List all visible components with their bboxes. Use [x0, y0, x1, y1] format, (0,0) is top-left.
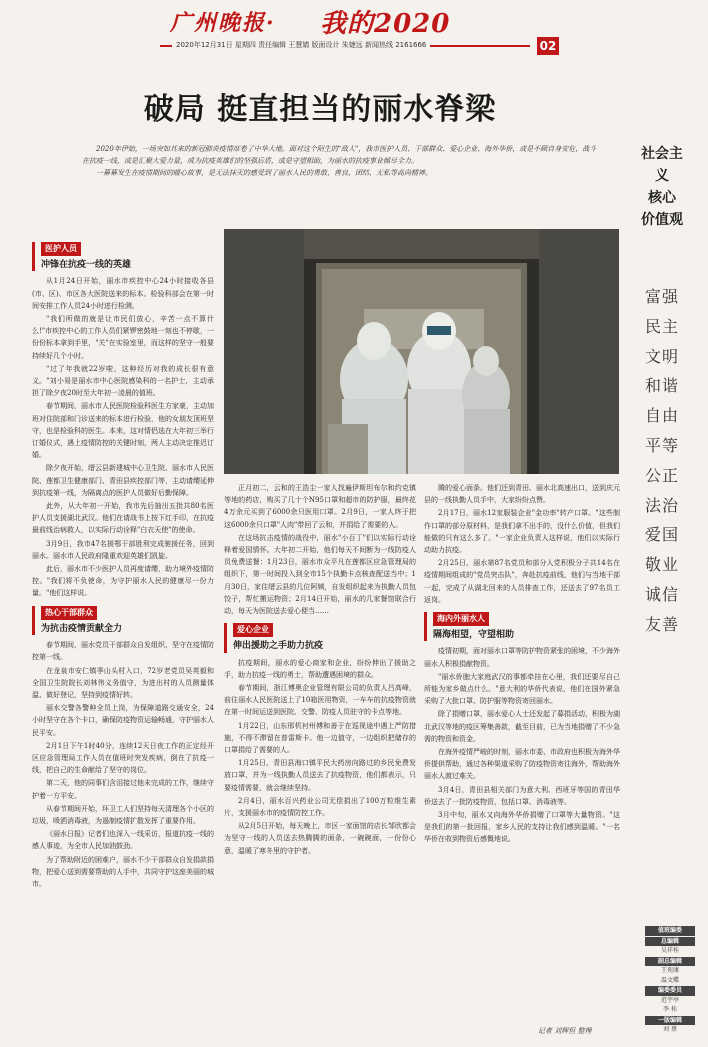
- main-title: 破局 挺直担当的丽水脊梁: [143, 92, 497, 127]
- core-value: 法治: [644, 495, 679, 515]
- article-paragraph: 为了帮助附近的困难户，丽水不少干部群众自发捐款捐物，把爱心送到需要帮助的人手中，共同守护这座美丽的城市。: [32, 855, 214, 888]
- credit-name: 温文蝶: [660, 976, 679, 984]
- page-number: 02: [537, 37, 559, 55]
- article-paragraph: 春节期间，丽水党员干部群众自发组织，坚守在疫情防控第一线。: [32, 641, 214, 662]
- core-value: 公正: [644, 465, 679, 485]
- article-paragraph: 在这场抗击疫情的战役中，丽水"小百丁"们以实际行动诠释着爱国情怀。大年初二开始，他们每天不间断为一线防疫人员免费送餐：1月23日，丽水市众平凡在莲都区应急管理局的组织下，第一时间投入到全市15个执勤卡点核查配送当中；1月30日，家住缙云县的几位阿姨，自发组织起来为执勤人员包饺子，帮忙搬运物资；2月14日开始，丽水的几家餐馆联合行动，每天为医院送去爱心便当……: [224, 533, 416, 616]
- article-paragraph: 正月初二，云和的王浩尘一家人找遍伊斯坦布尔和约克镇等地的药店，购买了几十个N95口罩和超市的防护服，最终花4万余元买到了6000余只医用口罩。2月9日，一家人终于把这6000余只口罩"人肉"带回了云和，并捐给了需要的人。: [224, 484, 416, 529]
- article-paragraph: 腾的爱心面条。他们还到青田、丽水北高速出口，送到庆元县的一线执勤人员手中，大家纷纷点赞。: [424, 484, 620, 505]
- core-value: 和谐: [644, 376, 679, 396]
- article-paragraph: 3月9日，我市47名援鄂干部胜利完成驰援任务，回到丽水。丽水市人民政府隆重欢迎英雄们凯旋。: [32, 539, 214, 560]
- credit-title: 值班编委: [645, 926, 695, 936]
- core-value: 诚信: [644, 584, 679, 604]
- column-2: [224, 482, 416, 858]
- column-1: [32, 236, 214, 891]
- article-paragraph: 从2月5日开始，每天晚上，市区一家面馆的店长邹欣都会为坚守一线的人员送去热腾腾的面条，一碗碗面，一份份心意，温暖了寒冬里的守护者。: [224, 822, 416, 855]
- article-paragraph: 1月22日，山东邢机衬州傅和善于在巡视途中遇上严防措施，不得不滞留在普雷斯卡。他一边值守，一边组织把储存的口罩捐给了需要的人。: [224, 721, 416, 755]
- credit-title: 编委委员: [645, 986, 695, 996]
- article-paragraph: 《丽水日报》记者们也深入一线采访，报道抗疫一线的感人事迹，为全市人民加油鼓劲。: [32, 830, 214, 851]
- masthead: [170, 4, 530, 38]
- core-value: 爱国: [644, 525, 679, 545]
- article-paragraph: 春节期间，丽水市人民医院检验科医生方家豪，主动加班对住院部和门诊送来的标本进行检验，他的女朋友顶班坚守，也是检验科的医生。本来，这对情侣选在大年初三举行订婚仪式，遇上疫情防控的关键时刻，两人主动决定推迟订婚。: [32, 402, 214, 460]
- section-header: [32, 242, 214, 271]
- main-photo: [224, 229, 619, 474]
- article-paragraph: 此后，丽水市不少医护人员再度请缨，助力境外疫情防控。"我们将不负使命，为守护丽水人民的健康尽一份力量。"他们这样说。: [32, 565, 214, 598]
- article-paragraph: 2月4日，丽水百兴药业公司无偿捐出了100万粒维生素片，支援丽水市的疫情防控工作。: [224, 796, 416, 818]
- credit-title: 一版编辑: [645, 1016, 695, 1026]
- article-paragraph: 春节期间，浙江博奥企业管理有限公司的负责人吕高峰，前往丽水人民医院送上了10箱医用物资，一车车的抗疫物资就在第一时间运送到医院、交警、防疫人员驻守的卡点等地。: [224, 684, 416, 717]
- article-paragraph: 第二天，他的同事们含泪接过他未完成的工作，继续守护着一方平安。: [32, 779, 214, 800]
- core-value: 民主: [644, 316, 679, 336]
- article-paragraph: 除了捐赠口罩，丽水爱心人士还发起了募捐活动，积极为湖北武汉等地的疫区筹集善款，截至目前，已为当地捐赠了不少急需的物资和资金。: [424, 710, 620, 743]
- credit-title: 副总编辑: [645, 957, 695, 967]
- core-value: 富强: [644, 287, 679, 306]
- sidebar-heading-line: 价值观: [641, 212, 683, 228]
- core-value: 平等: [644, 435, 679, 455]
- column-3: [424, 482, 620, 847]
- article-paragraph: 2月17日，丽水12家服装企业"金功率"转产口罩。"这些制作口罩的部分原材料，是我们拿不出手的，没什么价值，但我们能做的只有这么多了。"一家企业负责人这样说，他们以实际行动助力抗疫。: [424, 509, 620, 555]
- credit-name: 王苑康: [660, 967, 679, 974]
- core-value: 敬业: [644, 555, 679, 575]
- article-paragraph: 从1月24日开始，丽水市疾控中心24小时接收各县(市、区)、市区各大医院送来的标本。检验科部会在第一时间安排工作人员24小时进行检测。: [32, 277, 214, 310]
- article-paragraph: 此外，从大年初一开始，我市先后抽出五批共80名医护人员支援湖北武汉。他们在请战书上按下红手印，在抗疫最前线治病救人，以实际行动诠释"白衣天使"的使命。: [32, 502, 214, 535]
- article-paragraph: 2月25日，丽水第87名党员和部分人党积极分子共14名在疫情期间组成的"党员突击队"，奔赴抗疫前线，他们与当地干部一起，完成了从湖北回来的人员排查工作，还送去了97名员工返岗。: [424, 559, 620, 604]
- credit-title: 总编辑: [645, 937, 695, 947]
- section-label: 医护人员: [41, 242, 81, 256]
- intro: [82, 143, 602, 179]
- section-header: [224, 623, 416, 652]
- credit-name: 刘 蔡: [663, 1026, 677, 1033]
- masthead-left: 广州晚报·: [170, 10, 276, 36]
- intro-paragraph: 一幕幕发生在疫情期间的暖心故事，是无法抹灭的感受到了丽水人民的勇敢、善良、团结、无私等高尚精神。: [96, 169, 432, 177]
- article-paragraph: 从春节期间开始，环卫工人们坚持每天清理各个小区的垃圾，喷洒消毒液，为遏制疫情扩散发挥了重要作用。: [32, 804, 214, 825]
- section-subtitle: 伸出援助之手助力抗疫: [233, 641, 324, 652]
- core-value: 友善: [644, 614, 679, 634]
- article-paragraph: 除夕夜开始，缙云县新建城中心卫生院、丽水市人民医院、莲都卫生健康部门、青田县疾控部门等，主动请缨延伸到抗疫第一线，为隔离点的医护人员做好后勤保障。: [32, 464, 214, 497]
- core-values-list: [640, 282, 684, 640]
- photo-illustration: [224, 229, 619, 474]
- credit-name: 李 桂: [663, 1006, 677, 1013]
- article-paragraph: "过了年我就22岁啦，这种经历对我的成长很有意义。"刘小易是丽水市中心医院感染科的一名护士，主动承担了除夕夜20时至大年初一凌晨的值班。: [32, 364, 214, 398]
- section-subtitle: 为抗击疫情贡献全力: [41, 623, 123, 634]
- byline: 记者 刘辉恒 整理: [538, 1027, 592, 1035]
- core-value: 文明: [644, 346, 679, 366]
- editor-credits: [645, 925, 695, 1035]
- article-paragraph: "丽水侨胞大家庭武汉的事都牵挂在心里，我们还要尽自己所能为家乡做点什么。"意大利的华侨代表说，他们在国外紧急采购了大批口罩、防护服等物资寄回丽水。: [424, 672, 620, 706]
- core-value: 自由: [644, 406, 679, 426]
- section-header: [32, 606, 214, 635]
- article-paragraph: 3月中旬，丽水又向海外华侨捐赠了口罩等大量物资。"这是我们的第一批回报，家乡人民的支持让我们感到温暖。"一名华侨在收到物资后感慨地说。: [424, 811, 620, 844]
- section-header: [424, 612, 620, 641]
- article-paragraph: 1月25日，青田县海口镇平民大药房向路过的乡民免费发放口罩，并为一线执勤人员送去了抗疫物资，他们都表示，只要疫情需要，就会继续坚持。: [224, 759, 416, 792]
- section-subtitle: 隔海相望，守望相助: [433, 630, 515, 641]
- article-paragraph: "我们所做的就是让市民们放心，辛苦一点不算什么!"市疾控中心的工作人员们紧锣密鼓地一刻也不停歇，一份份标本拿到手里，"关"在实验室里，而这样的坚守一般要持续好几个小时。: [32, 315, 214, 360]
- article-paragraph: 丽水交警各警种全员上岗，为保障道路交通安全，24小时坚守在各个卡口，确保防疫物资运输畅通，守护丽水人民平安。: [32, 704, 214, 737]
- section-label: 爱心企业: [233, 623, 273, 637]
- article-paragraph: 抗疫期间，丽水的爱心商家和企业，纷纷伸出了援助之手，助力抗疫一线的勇士，帮助遭遇困境的群众。: [224, 658, 416, 679]
- article-paragraph: 3月4日，青田县相关部门为意大利、西班牙等国的青田华侨送去了一批防疫物资，包括口罩、消毒液等。: [424, 785, 620, 806]
- article-paragraph: 在海外疫情严峻的时刻，丽水市委、市政府也积极为海外华侨提供帮助，通过各种渠道采购了防疫物资寄往海外，帮助海外丽水人渡过难关。: [424, 748, 620, 781]
- credit-name: 吴祥桂: [660, 947, 679, 954]
- article-paragraph: 2月1日下午1时40分，连续12天日夜工作的正定经开区应急管理局工作人员在值班时突发疾病，倒在了抗疫一线，把自己的生命献给了坚守的岗位。: [32, 741, 214, 775]
- article-paragraph: 在龙泉市安仁镇季山头村入口，72岁老党员吴英毅和全国卫生院院长刘林伟义务值守，为进出村的人员测量体温、做好登记，坚持到疫情好转。: [32, 666, 214, 699]
- masthead-right: 我的2020: [320, 9, 451, 39]
- article-paragraph: 疫情初期，面对丽水口罩等防护物资紧张的困境，不少海外丽水人积极捐献物资。: [424, 647, 620, 668]
- sidebar-heading-line: 社会主义: [641, 146, 683, 184]
- section-label: 热心干部群众: [41, 606, 97, 620]
- header-info: 2020年12月31日 星期四 责任编辑 王慧婧 版面设计 朱婕远 新闻热线 2161666: [172, 40, 430, 50]
- sidebar-heading: [640, 143, 684, 231]
- section-subtitle: 冲锋在抗疫一线的英雄: [41, 260, 132, 271]
- sidebar-heading-line: 核心: [648, 190, 676, 206]
- credit-name: 范宇亭: [660, 996, 679, 1004]
- intro-paragraph: 2020年伊始，一场突如其来的新冠肺炎疫情席卷了中华大地。面对这个陌生的"敌人"，我市医护人员、干部群众、爱心企业、海外华侨，或是不顾自身安危，战斗在抗疫一线，或是汇聚大爱力量，成为抗疫英雄们的坚强后盾，或是守望相助，为丽水的抗疫事业倾尽全力。: [82, 145, 597, 165]
- section-label: 海内外丽水人: [433, 612, 489, 626]
